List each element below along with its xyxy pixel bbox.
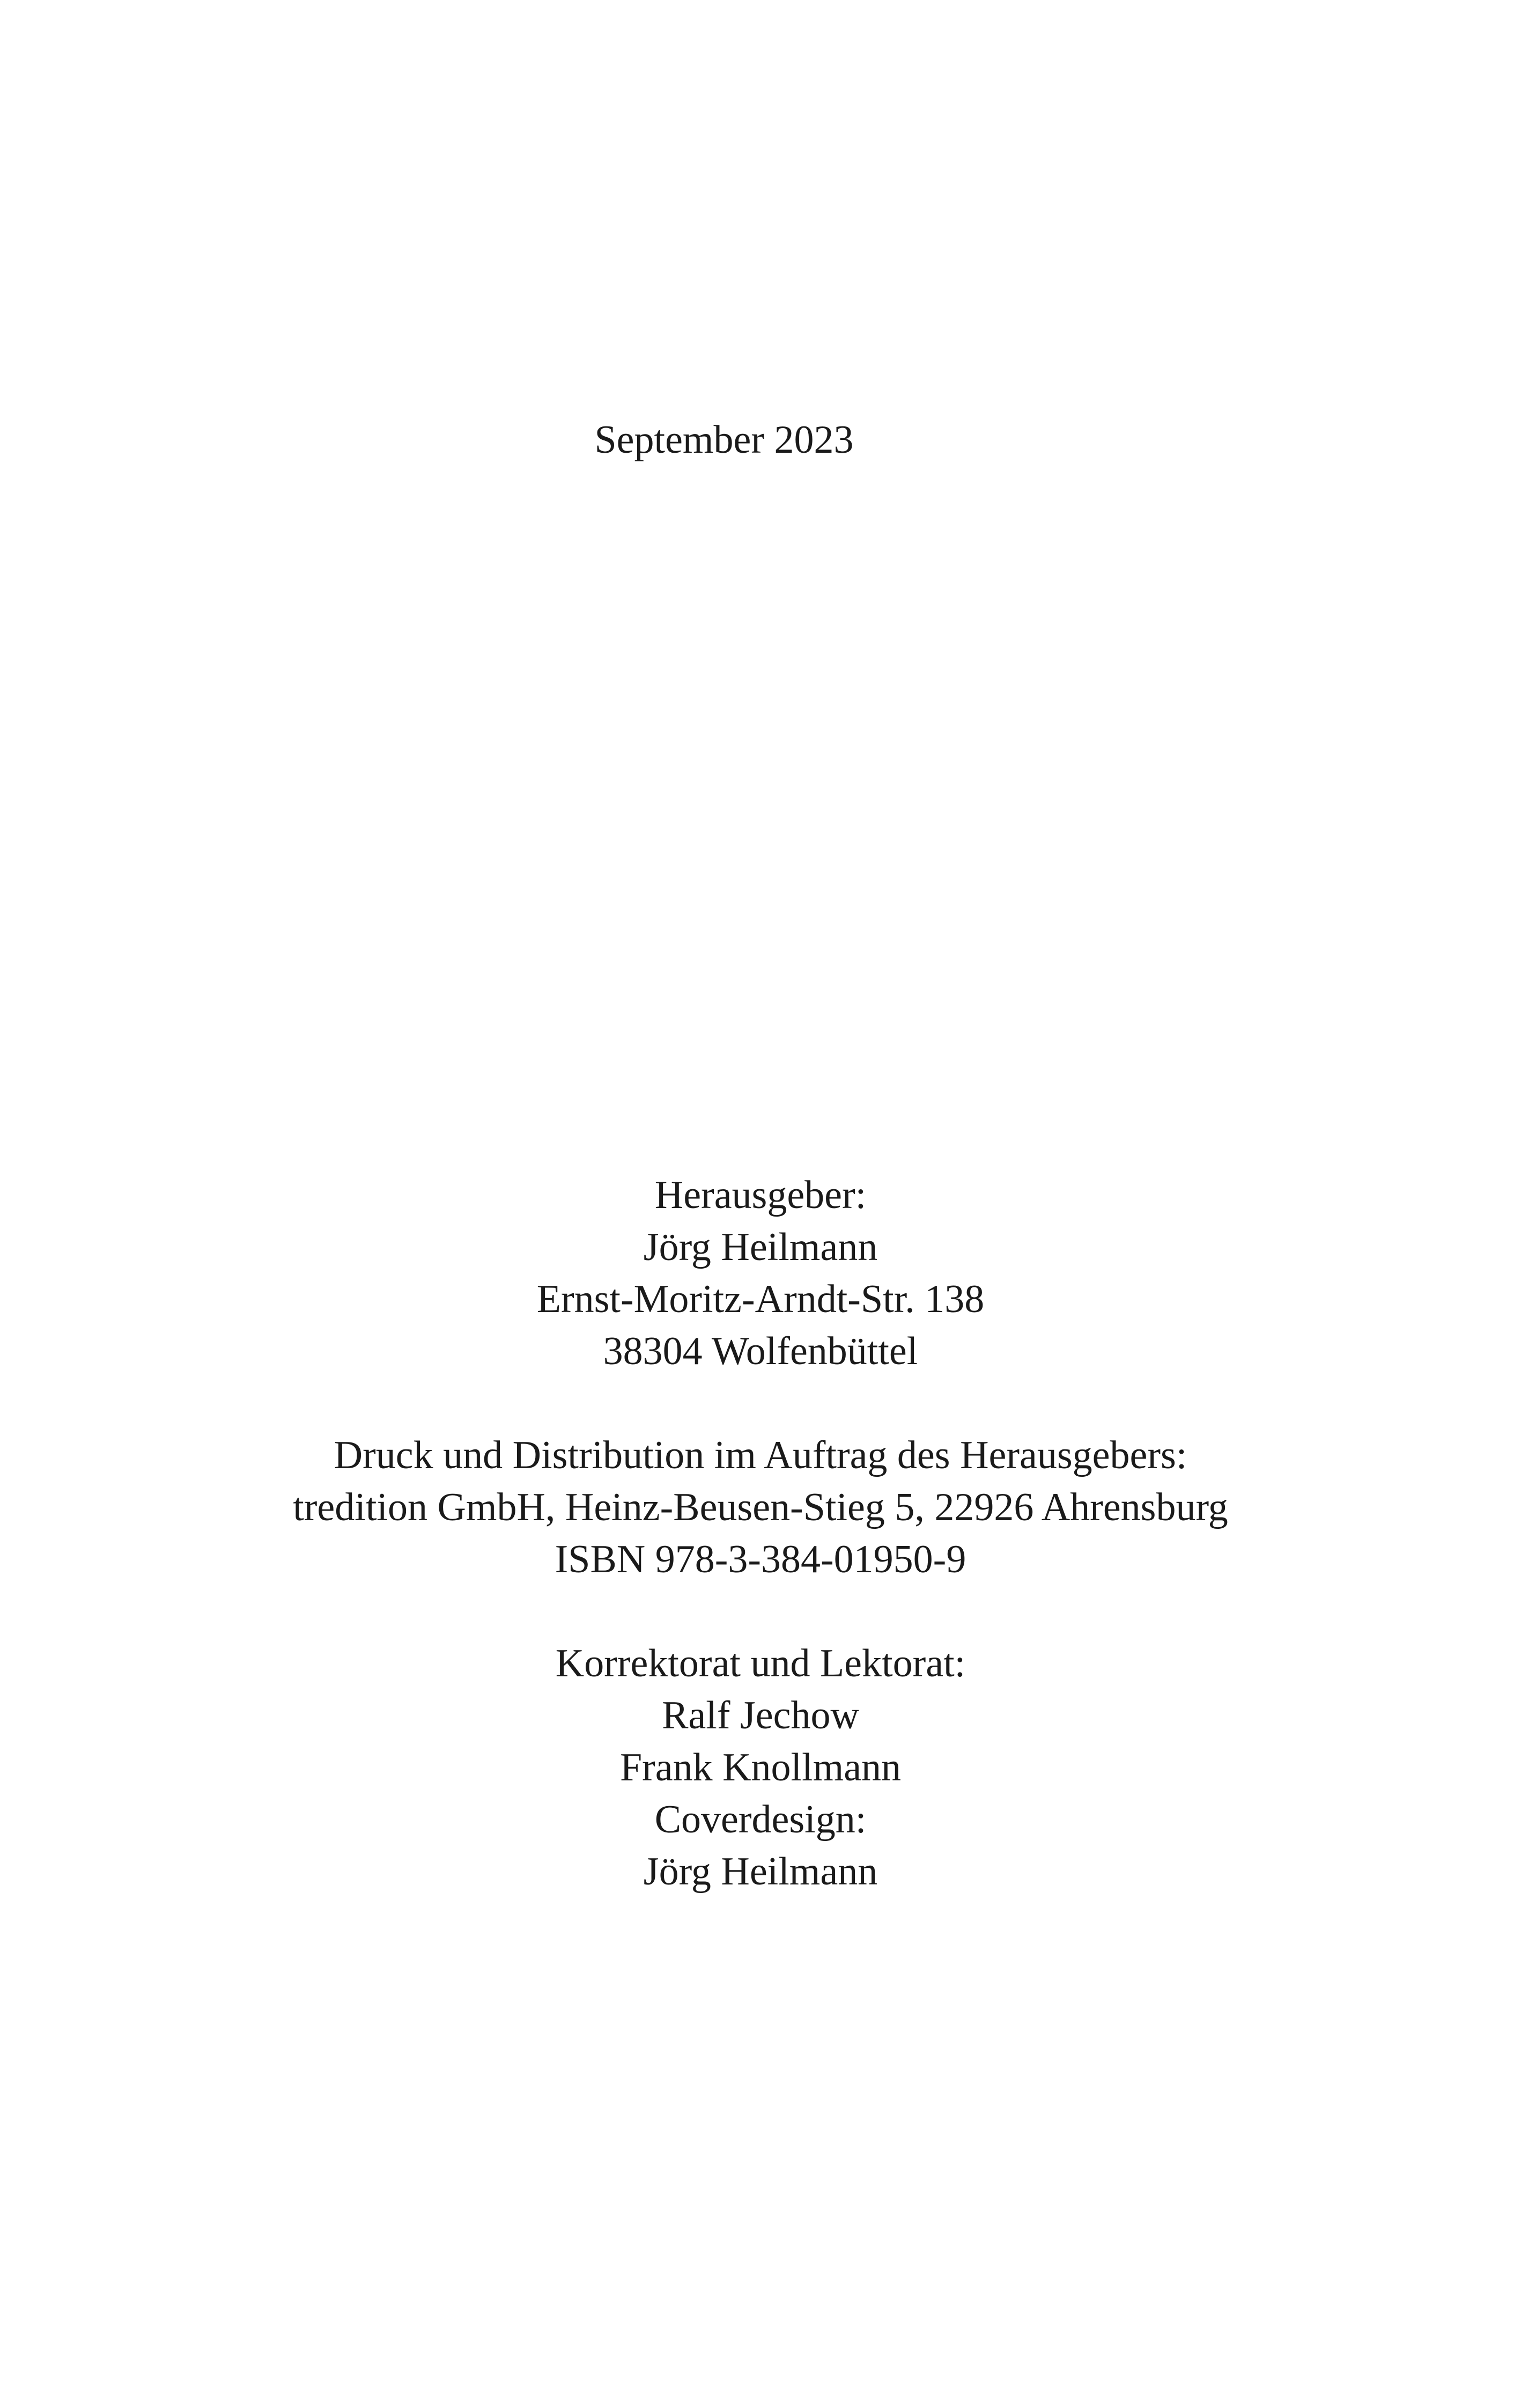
proofreading-heading: Korrektorat und Lektorat: bbox=[555, 1641, 966, 1685]
proofreader-name: Frank Knollmann bbox=[619, 1746, 902, 1790]
cover-designer-name: Jörg Heilmann bbox=[643, 1850, 878, 1894]
proofreader-name: Ralf Jechow bbox=[662, 1693, 859, 1737]
publisher-city: 38304 Wolfenbüttel bbox=[603, 1329, 918, 1373]
publication-date: September 2023 bbox=[594, 418, 854, 462]
publisher-street: Ernst-Moritz-Arndt-Str. 138 bbox=[536, 1277, 985, 1321]
print-company: tredition GmbH, Heinz-Beusen-Stieg 5, 22926 Ahrensburg bbox=[293, 1485, 1228, 1529]
publisher-heading: Herausgeber: bbox=[654, 1173, 867, 1217]
cover-design-heading: Coverdesign: bbox=[654, 1798, 867, 1842]
isbn: ISBN 978-3-384-01950-9 bbox=[555, 1537, 966, 1581]
print-heading: Druck und Distribution im Auftrag des Herausgebers: bbox=[334, 1433, 1187, 1477]
publisher-name: Jörg Heilmann bbox=[643, 1225, 878, 1269]
